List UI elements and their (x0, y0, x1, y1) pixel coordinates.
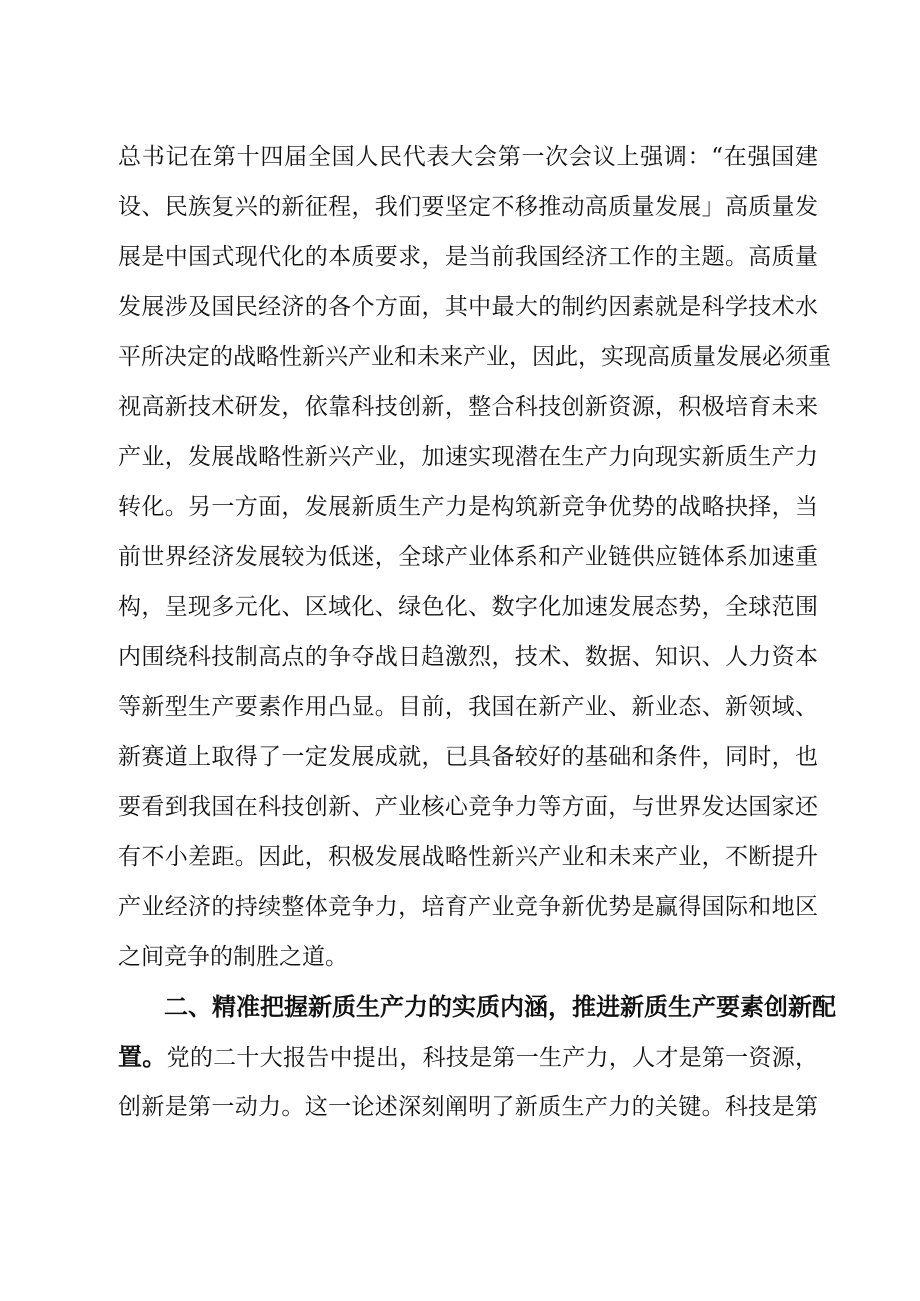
text-line: 创新是第一动力。这一论述深刻阐明了新质生产力的关键。科技是第 (118, 1094, 818, 1120)
paragraph-text: 党的二十大报告中提出，科技是第一生产力，人才是第一资源， (166, 1045, 819, 1071)
text-line: 内围绕科技制高点的争夺战日趋激烈，技术、数据、知识、人力资本 (118, 644, 818, 670)
text-line: 总书记在第十四届全国人民代表大会第一次会议上强调：“在强国建 (118, 144, 818, 170)
section-heading: 二、精准把握新质生产力的实质内涵，推进新质生产要素创新配 (164, 993, 836, 1021)
text-line: 构，呈现多元化、区域化、绿色化、数字化加速发展态势，全球范围 (118, 594, 818, 620)
text-line: 产业经济的持续整体竞争力，培育产业竞争新优势是赢得国际和地区 (118, 894, 818, 920)
text-line: 有不小差距。因此，积极发展战略性新兴产业和未来产业，不断提升 (118, 844, 818, 870)
text-line: 之间竞争的制胜之道。 (118, 944, 348, 970)
text-line: 新赛道上取得了一定发展成就，已具备较好的基础和条件，同时，也 (118, 744, 818, 770)
section-heading-end: 置。 (118, 1043, 167, 1071)
text-line: 前世界经济发展较为低迷，全球产业体系和产业链供应链体系加速重 (118, 544, 818, 570)
text-line: 展是中国式现代化的本质要求，是当前我国经济工作的主题。高质量 (118, 244, 818, 270)
text-line: 要看到我国在科技创新、产业核心竞争力等方面，与世界发达国家还 (118, 794, 818, 820)
text-line: 发展涉及国民经济的各个方面，其中最大的制约因素就是科学技术水 (118, 294, 818, 320)
text-line: 视高新技术研发，依靠科技创新，整合科技创新资源，积极培育未来 (118, 394, 818, 420)
text-line: 设、民族复兴的新征程，我们要坚定不移推动高质量发展」高质量发 (118, 194, 818, 220)
heading-continuation-line (118, 1042, 818, 1073)
text-line: 产业，发展战略性新兴产业，加速实现潜在生产力向现实新质生产力 (118, 444, 818, 470)
text-line: 平所决定的战略性新兴产业和未来产业，因此，实现高质量发展必须重 (118, 344, 831, 370)
text-line: 等新型生产要素作用凸显。目前，我国在新产业、新业态、新领域、 (118, 694, 818, 720)
text-line: 转化。另一方面，发展新质生产力是构筑新竞争优势的战略抉择，当 (118, 494, 818, 520)
